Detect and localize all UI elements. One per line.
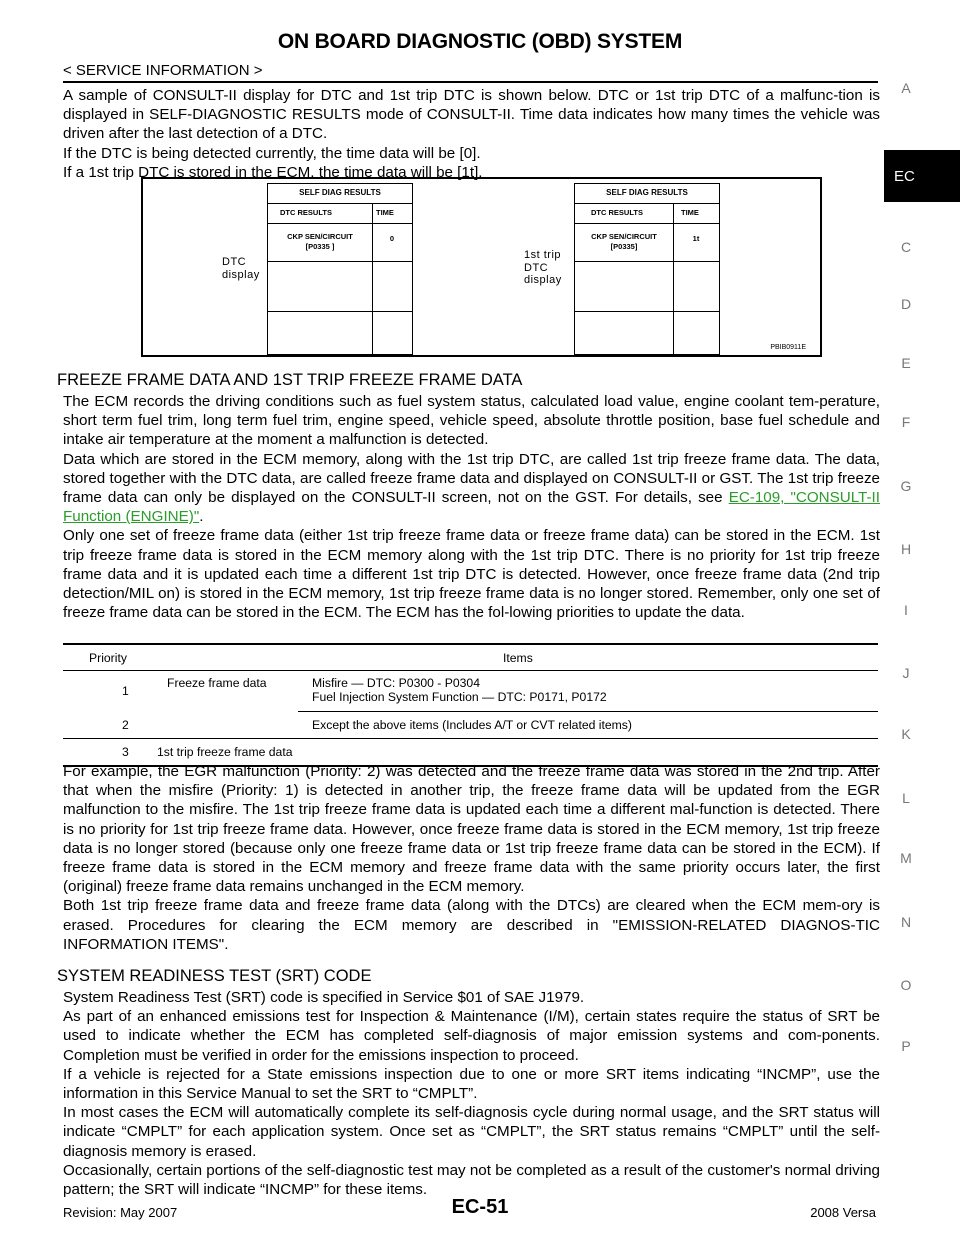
priority-items: Except the above items (Includes A/T or CVT related items)	[312, 718, 632, 732]
screen-dtc-row	[575, 224, 719, 262]
screen-header-row	[575, 204, 719, 224]
consult-function-link[interactable]: EC-109, "CONSULT-II Function (ENGINE)"	[63, 489, 880, 526]
header-divider	[63, 81, 878, 83]
screen-empty-row	[575, 262, 719, 312]
page-title: ON BOARD DIAGNOSTIC (OBD) SYSTEM	[277, 30, 683, 53]
intro-paragraph: If a 1st trip DTC is stored in the ECM, the time data will be [1t].	[63, 163, 483, 181]
dtc-time: 0	[389, 234, 395, 243]
example-paragraph-1: For example, the EGR malfunction (Priority: 2) was detected and the freeze frame data was stored in the 2nd trip. After that when the misfire (Priority: 1) is detected in another trip, the freeze frame data will be updated from the EGR malfunction to the misfire. The 1st trip freeze frame data is updated each time a different mal-function is detected. There is no priority for 1st trip freeze frame data. However, once freeze frame data is stored in the ECM memory, 1st trip freeze data is no longer stored (because only one freeze frame data or 1st trip freeze frame data can be stored in the ECM). If freeze frame data is stored in the ECM memory and freeze frame data with the same priority occurs later, the first (original) freeze frame data remains unchanged in the ECM memory.	[63, 763, 880, 896]
freeze-paragraph-1: The ECM records the driving conditions such as fuel system status, calculated load value, engine coolant tem-perature, short term fuel trim, long term fuel trim, engine speed, vehicle speed, absolute throttle position, base fuel schedule and intake air temperature at the moment a malfunction is detected.	[63, 393, 880, 449]
label-line: DTC	[222, 256, 247, 268]
freeze-paragraph-2	[63, 450, 880, 527]
section-label: < SERVICE INFORMATION >	[63, 62, 263, 79]
srt-heading: SYSTEM READINESS TEST (SRT) CODE	[57, 967, 372, 985]
index-letter-a[interactable]: A	[901, 80, 911, 96]
freeze-frame-text	[63, 392, 880, 622]
screen-title: SELF DIAG RESULTS	[575, 184, 719, 204]
label-line: display	[222, 268, 260, 281]
dtc-name: CKP SEN/CIRCUIT	[287, 232, 353, 241]
items-header: Items	[503, 651, 533, 665]
index-letter-g[interactable]: G	[900, 478, 912, 494]
item-line: Fuel Injection System Function — DTC: P0171, P0172	[312, 690, 607, 704]
dtc-item	[575, 232, 673, 252]
col-dtc-results: DTC RESULTS	[591, 208, 643, 217]
screen-column-divider	[372, 204, 373, 354]
intro-paragraph: If the DTC is being detected currently, the time data will be [0].	[63, 144, 481, 162]
example-paragraph-2: Both 1st trip freeze frame data and freeze frame data (along with the DTCs) are cleared when the ECM mem-ory is erased. Procedures for clearing the ECM memory are described in "EMISSION-RELATED DIAGNOS-TIC INFORMATION ITEMS".	[63, 897, 880, 953]
dtc-name: CKP SEN/CIRCUIT	[591, 232, 657, 241]
first-trip-dtc-display-label	[524, 249, 562, 287]
label-line: display	[524, 274, 562, 286]
index-letter-n[interactable]: N	[900, 914, 912, 930]
col-time: TIME	[376, 208, 394, 217]
consult-display-figure	[141, 177, 822, 357]
index-letter-l[interactable]: L	[902, 790, 910, 806]
dtc-time: 1t	[692, 234, 700, 243]
dtc-display-label	[222, 256, 260, 281]
index-letter-e[interactable]: E	[901, 355, 911, 371]
table-row	[63, 712, 878, 739]
col-time: TIME	[681, 208, 699, 217]
first-trip-dtc-screen	[574, 183, 720, 355]
freeze-paragraph-2-end: .	[199, 508, 204, 526]
data-type: 1st trip freeze frame data	[157, 745, 293, 759]
freeze-frame-heading: FREEZE FRAME DATA AND 1ST TRIP FREEZE FRAME DATA	[57, 371, 523, 389]
revision-date: Revision: May 2007	[63, 1205, 178, 1220]
priority-value: 1	[122, 684, 129, 698]
label-line: 1st trip	[524, 249, 562, 261]
table-header-row	[63, 645, 878, 671]
col-dtc-results: DTC RESULTS	[280, 208, 332, 217]
index-letter-i[interactable]: I	[904, 602, 908, 618]
freeze-paragraph-3: Only one set of freeze frame data (either 1st trip freeze frame data or freeze frame data) can be stored in the ECM. 1st trip freeze frame data is stored in the ECM memory along with the 1st trip DTC. There is no priority for 1st trip freeze frame data and it is updated each time a different 1st trip DTC is detected. However, once freeze frame data (2nd trip detection/MIL on) is stored in the ECM memory, 1st trip freeze frame data is no longer stored. Remember, only one set of freeze frame data can be stored in the ECM. The ECM has the fol-lowing priorities to update the data.	[63, 527, 880, 622]
figure-code: PBIB0911E	[770, 344, 806, 351]
index-letter-c[interactable]: C	[900, 239, 912, 255]
screen-column-divider	[673, 204, 674, 354]
table-row	[122, 671, 878, 712]
intro-paragraph: A sample of CONSULT-II display for DTC and 1st trip DTC is shown below. DTC or 1st trip DTC of a malfunc-tion is displayed in SELF-DIAGNOSTIC RESULTS mode of CONSULT-II. Time data indicates how many times the vehicle was driven after the last detection of a DTC.	[63, 87, 880, 143]
priority-header: Priority	[89, 651, 127, 665]
index-letter-f[interactable]: F	[901, 414, 911, 430]
index-letter-d[interactable]: D	[900, 296, 912, 312]
dtc-item	[268, 232, 372, 252]
index-letter-o[interactable]: O	[900, 977, 912, 993]
model-year: 2008 Versa	[810, 1205, 876, 1220]
screen-empty-row	[268, 262, 412, 312]
dtc-screen	[267, 183, 413, 355]
srt-text	[63, 988, 880, 1199]
screen-header-row	[268, 204, 412, 224]
priority-value: 3	[122, 745, 129, 759]
index-letter-h[interactable]: H	[900, 541, 912, 557]
intro-text	[63, 86, 880, 182]
dtc-code: [P0335 ]	[305, 242, 335, 251]
srt-paragraph: As part of an enhanced emissions test for Inspection & Maintenance (I/M), certain states require the status of SRT be used to indicate whether the ECM has completed self-diagnosis of major emission systems and com-ponents. Completion must be verified in order for the emissions inspection to proceed.	[63, 1008, 880, 1064]
data-type: Freeze frame data	[167, 676, 267, 690]
screen-title: SELF DIAG RESULTS	[268, 184, 412, 204]
label-line: DTC	[524, 261, 549, 274]
srt-paragraph: If a vehicle is rejected for a State emissions inspection due to one or more SRT items indicating “INCMP”, use the information in this Service Manual to set the SRT to “CMPLT”.	[63, 1065, 880, 1103]
index-letter-p[interactable]: P	[901, 1038, 911, 1054]
item-line: Misfire — DTC: P0300 - P0304	[312, 676, 480, 690]
srt-paragraph: System Readiness Test (SRT) code is specified in Service $01 of SAE J1979.	[63, 989, 585, 1006]
index-letter-k[interactable]: K	[901, 726, 911, 742]
dtc-code: [P0335]	[610, 242, 638, 251]
screen-dtc-row	[268, 224, 412, 262]
freeze-paragraph-2-text: Data which are stored in the ECM memory, along with the 1st trip DTC, are called 1st trip freeze frame data. The data, stored together with the DTC data, are called freeze frame data and displayed on CONSULT-II or GST. The 1st trip freeze frame data can only be displayed on the CONSULT-II screen, not on the GST. For details, see	[63, 450, 880, 507]
srt-paragraph: Occasionally, certain portions of the self-diagnostic test may not be completed as a result of the customer's normal driving pattern; the SRT will indicate “INCMP” for these items.	[63, 1161, 880, 1199]
index-tab-ec[interactable]: EC	[884, 150, 960, 202]
index-letter-j[interactable]: J	[902, 665, 910, 681]
example-text	[63, 762, 880, 954]
priority-items	[312, 676, 607, 704]
priority-value: 2	[122, 718, 129, 732]
priority-table	[63, 643, 878, 767]
srt-paragraph: In most cases the ECM will automatically complete its self-diagnosis cycle during normal usage, and the SRT status will indicate “CMPLT” for each application system. Once set as “CMPLT”, the SRT status remains “CMPLT” until the self-diagnosis memory is erased.	[63, 1104, 880, 1160]
index-letter-m[interactable]: M	[900, 850, 912, 866]
page-number: EC-51	[451, 1196, 509, 1218]
